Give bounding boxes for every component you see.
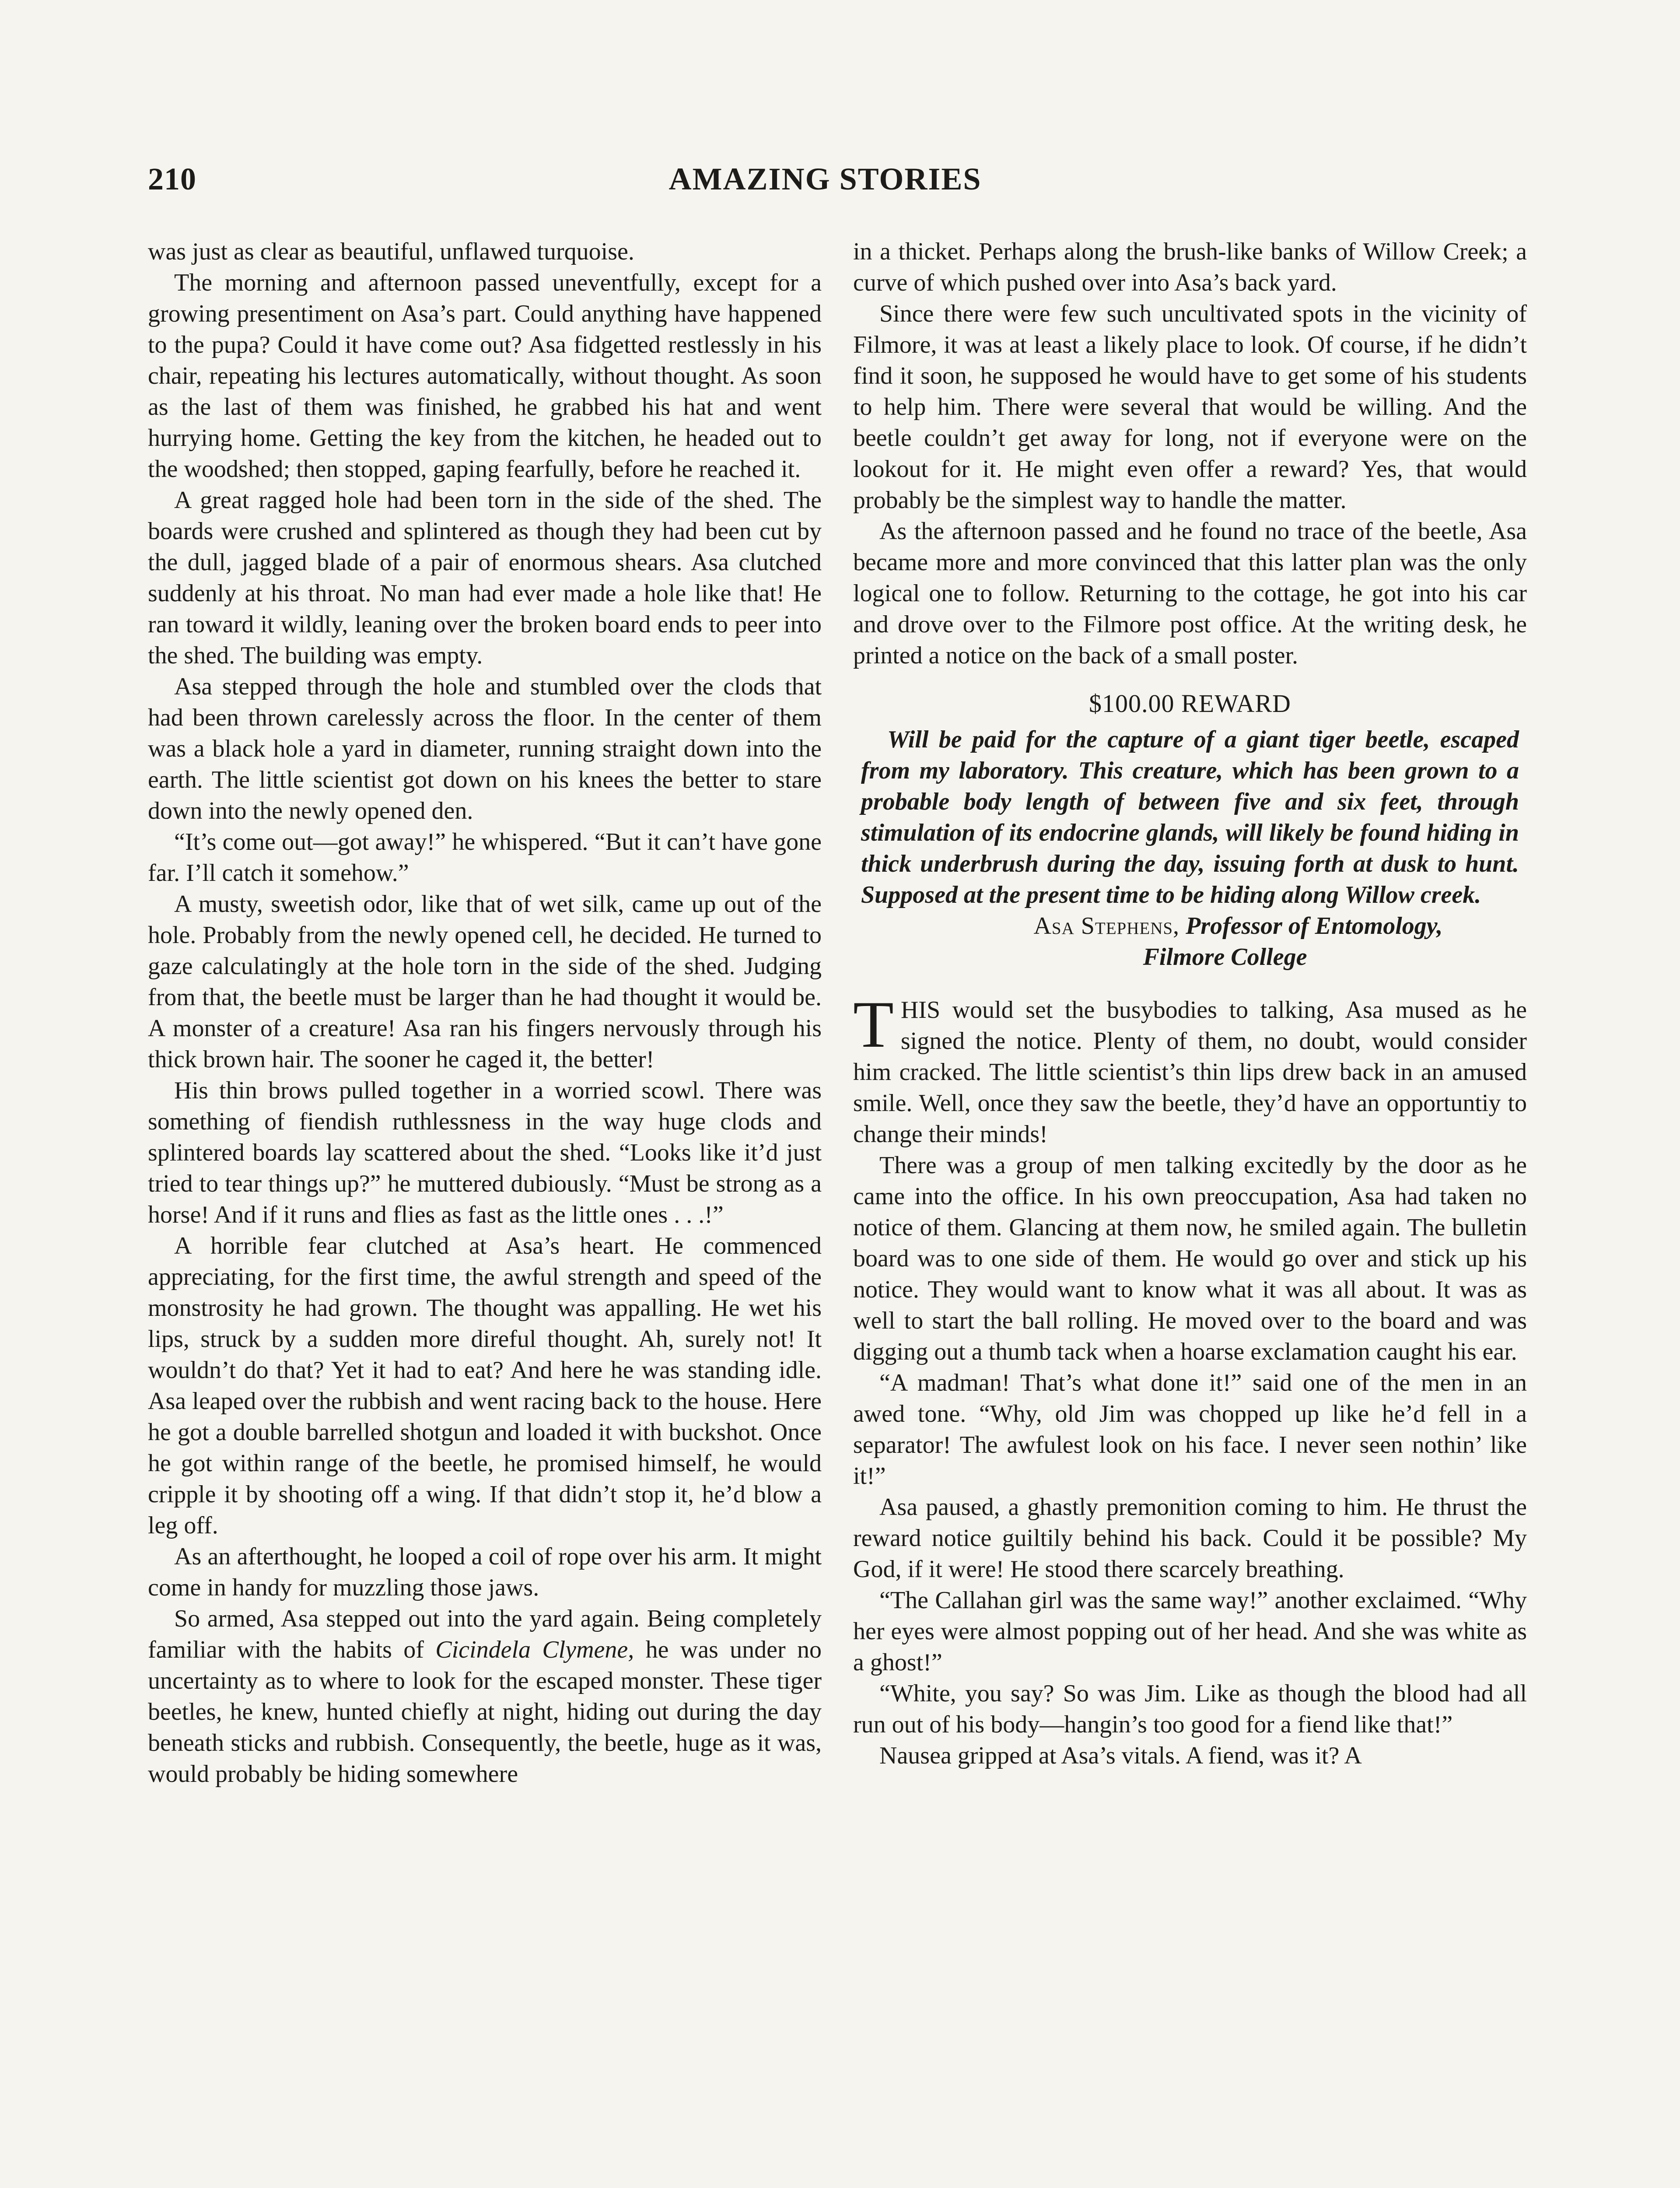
- paragraph: A great ragged hole had been torn in the side of the shed. The boards were crushed and splintered as though they had been cut by the dull, jagged blade of a pair of enormous shears. Asa clutched suddenly at his throat. No man had ever made a hole like that! He ran toward it wildly, leaning over the broken board ends to peer into the shed. The building was empty.: [148, 487, 822, 669]
- paragraph: Asa paused, a ghastly premonition coming to him. He thrust the reward notice guiltily behind his back. Could it be possible? My God, if it were! He stood there scarcely breathing.: [853, 1494, 1527, 1583]
- signature-name: Asa Stephens,: [1033, 912, 1180, 940]
- page-header: [148, 161, 1502, 209]
- paragraph: As an afterthought, he looped a coil of rope over his arm. It might come in handy for muzzling those jaws.: [148, 1543, 822, 1601]
- paragraph: Asa stepped through the hole and stumbled over the clods that had been thrown carelessly across the floor. In the center of them was a black hole a yard in diameter, running straight down into the earth. The little scientist got down on his knees the better to stare down into the newly opened den.: [148, 673, 822, 824]
- paragraph: His thin brows pulled together in a worried scowl. There was something of fiendish ruthlessness in the way huge clods and splintered boards lay scattered about the shed. “Looks like it’d just tried to tear things up?” he muttered dubiously. “Must be strong as a horse! And if it runs and flies as fast as the little ones . . .!”: [148, 1077, 822, 1228]
- paragraph: As the afternoon passed and he found no trace of the beetle, Asa became more and more convinced that this latter plan was the only logical one to follow. Returning to the cottage, he got into his car and drove over to the Filmore post office. At the writing desk, he printed a notice on the back of a small poster.: [853, 518, 1527, 669]
- paragraph: Nausea gripped at Asa’s vitals. A fiend, was it? A: [879, 1742, 1362, 1769]
- right-column: [853, 236, 1527, 1771]
- paragraph: The morning and afternoon passed uneventfully, except for a growing presentiment on Asa’s part. Could anything have happened to the pupa? Could it have come out? Asa fidgetted restlessly in his chair, repeating his lectures automatically, without thought. As soon as the last of them was finished, he grabbed his hat and went hurrying home. Getting the key from the kitchen, he headed out to the woodshed; then stopped, gaping fearfully, before he reached it.: [148, 269, 822, 483]
- signature-title: Professor of Entomology,: [1186, 912, 1443, 940]
- notice-signature: [853, 911, 1527, 942]
- paragraph: [148, 1603, 822, 1790]
- paragraph: A horrible fear clutched at Asa’s heart. He commenced appreciating, for the first time, the awful strength and speed of the monstrosity he had grown. The thought was appalling. He wet his lips, struck by a sudden more direful thought. Ah, surely not! It wouldn’t do that? Yet it had to eat? And here he was standing idle. Asa leaped over the rubbish and went racing back to the house. Here he got a double barrelled shotgun and loaded it with buckshot. Once he got within range of the beetle, he promised himself, he would cripple it by shooting off a wing. If that didn’t stop it, he’d blow a leg off.: [148, 1232, 822, 1539]
- drop-cap: T: [853, 988, 894, 1061]
- paragraph: “It’s come out—got away!” he whispered. “But it can’t have gone far. I’ll catch it somehow.”: [148, 828, 822, 887]
- paragraph-text: HIS would set the busybodies to talking, Asa mused as he signed the notice. Plenty of them, no doubt, would consider him cracked. The little scientist’s thin lips drew back in an amused smile. Well, once they saw the beetle, they’d have an opportuntiy to change their minds!: [853, 996, 1527, 1148]
- paragraph: was just as clear as beautiful, unflawed turquoise.: [148, 238, 634, 265]
- reward-notice-text: Will be paid for the capture of a giant tiger beetle, escaped from my laboratory. This creature, which has been grown to a probable body length of between five and six feet, through stimulation of its endocrine glands, will likely be found hiding in thick underbrush during the day, issuing forth at dusk to hunt. Supposed at the present time to be hiding along Willow creek.: [861, 726, 1519, 908]
- paragraph-text: he was under no uncertainty as to where to look for the escaped monster. These tiger beetles, he knew, hunted chiefly at night, hiding out during the day beneath sticks and rubbish. Consequently, the beetle, huge as it was, would probably be hiding somewhere: [148, 1636, 822, 1788]
- paragraph: “White, you say? So was Jim. Like as though the blood had all run out of his body—hangin’s too good for a fiend like that!”: [853, 1680, 1527, 1738]
- reward-notice-title: $100.00 REWARD: [1089, 689, 1291, 718]
- signature-college: Filmore College: [1143, 943, 1307, 971]
- paragraph: “The Callahan girl was the same way!” another exclaimed. “Why her eyes were almost popping out of her head. And she was white as a ghost!”: [853, 1587, 1527, 1676]
- paragraph: There was a group of men talking excitedly by the door as he came into the office. In his own preoccupation, Asa had taken no notice of them. Glancing at them now, he smiled again. The bulletin board was to one side of them. He would go over and stick up his notice. They would want to know what it was all about. It was as well to start the ball rolling. He moved over to the board and was digging out a thumb tack when a hoarse exclamation caught his ear.: [853, 1152, 1527, 1365]
- magazine-title: AMAZING STORIES: [668, 161, 982, 196]
- paragraph: in a thicket. Perhaps along the brush-like banks of Willow Creek; a curve of which pushed over into Asa’s back yard.: [853, 238, 1527, 296]
- section-start-paragraph: [853, 988, 1527, 1150]
- paragraph-text: So armed, Asa stepped out into the yard again. Being completely familiar with the habits of: [148, 1605, 822, 1663]
- left-column: [148, 236, 822, 1790]
- paragraph: “A madman! That’s what done it!” said one of the men in an awed tone. “Why, old Jim was chopped up like he’d fell in a separator! The awfulest look on his face. I never seen nothin’ like it!”: [853, 1369, 1527, 1490]
- page-number: 210: [148, 161, 196, 196]
- paragraph: Since there were few such uncultivated spots in the vicinity of Filmore, it was at least a likely place to look. Of course, if he didn’t find it soon, he supposed he would have to get some of his students to help him. There were several that would be willing. And the beetle couldn’t get away for long, not if everyone were on the lookout for it. He might even offer a reward? Yes, that would probably be the simplest way to handle the matter.: [853, 300, 1527, 514]
- paragraph: A musty, sweetish odor, like that of wet silk, came up out of the hole. Probably from the newly opened cell, he decided. He turned to gaze calculatingly at the hole torn in the side of the shed. Judging from that, the beetle must be larger than he had thought it would be. A monster of a creature! Asa ran his fingers nervously through his thick brown hair. The sooner he caged it, the better!: [148, 891, 822, 1073]
- species-name: Cicindela Clymene,: [435, 1636, 634, 1663]
